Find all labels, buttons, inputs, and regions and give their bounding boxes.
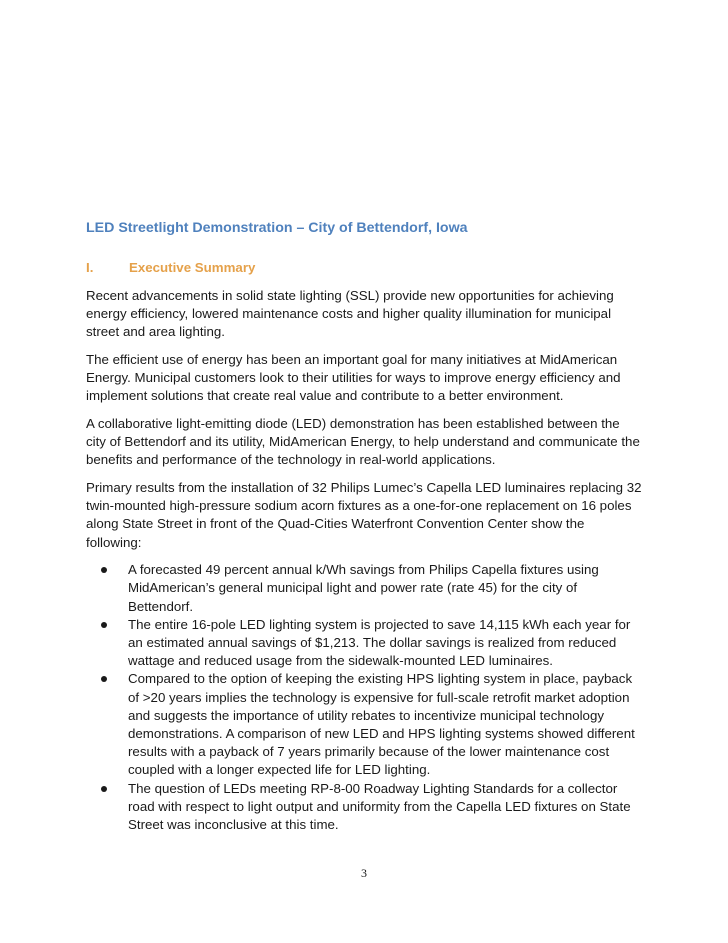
paragraph-2: The efficient use of energy has been an important goal for many initiatives at MidAmerican Energy. Municipal customers look to their utilities for ways to improve energy efficiency and implement solutions that create real value and contribute to a better environment. [86,352,621,404]
bullet-text: Compared to the option of keeping the existing HPS lighting system in place, payback of >20 years implies the technology is expensive for full-scale retrofit market adoption and suggests the importance of utility rebates to incentivize municipal technology demonstrations. A comparison of new LED and HPS lighting systems showed different results with a payback of 7 years primarily because of the lower maintenance cost coupled with a longer expected life for LED lighting. [128,671,635,778]
results-bullet-list [86,561,642,834]
bullet-dot-icon [101,676,107,682]
page-number: 3 [361,866,367,880]
section-number: I. [86,260,94,275]
bullet-dot-icon [101,786,107,792]
paragraph-4: Primary results from the installation of 32 Philips Lumec’s Capella LED luminaires replacing 32 twin-mounted high-pressure sodium acorn fixtures as a one-for-one replacement on 16 poles along State Street in front of the Quad-Cities Waterfront Convention Center show the following: [86,480,642,550]
bullet-dot-icon [101,567,107,573]
paragraph-3: A collaborative light-emitting diode (LED) demonstration has been established between the city of Bettendorf and its utility, MidAmerican Energy, to help understand and communicate the benefits and performance of the technology in real-world applications. [86,416,640,468]
bullet-text: A forecasted 49 percent annual k/Wh savings from Philips Capella fixtures using MidAmerican’s general municipal light and power rate (rate 45) for the city of Bettendorf. [128,562,599,614]
section-heading [86,259,642,277]
bullet-dot-icon [101,622,107,628]
section-title: Executive Summary [129,260,256,275]
bullet-item [86,780,642,835]
page-content [86,218,642,834]
bullet-item [86,561,642,616]
paragraph-1: Recent advancements in solid state lighting (SSL) provide new opportunities for achieving energy efficiency, lowered maintenance costs and higher quality illumination for municipal street and area lighting. [86,288,614,340]
bullet-item [86,616,642,671]
bullet-text: The question of LEDs meeting RP-8-00 Roadway Lighting Standards for a collector road with respect to light output and uniformity from the Capella LED fixtures on State Street was inconclusive at this time. [128,780,631,833]
bullet-item [86,670,642,779]
document-title: LED Streetlight Demonstration – City of Bettendorf, Iowa [86,220,468,236]
bullet-text: The entire 16-pole LED lighting system is projected to save 14,115 kWh each year for an estimated annual savings of $1,213. The dollar savings is realized from reduced wattage and reduced usage from the sidewalk-mounted LED luminaires. [128,616,631,669]
